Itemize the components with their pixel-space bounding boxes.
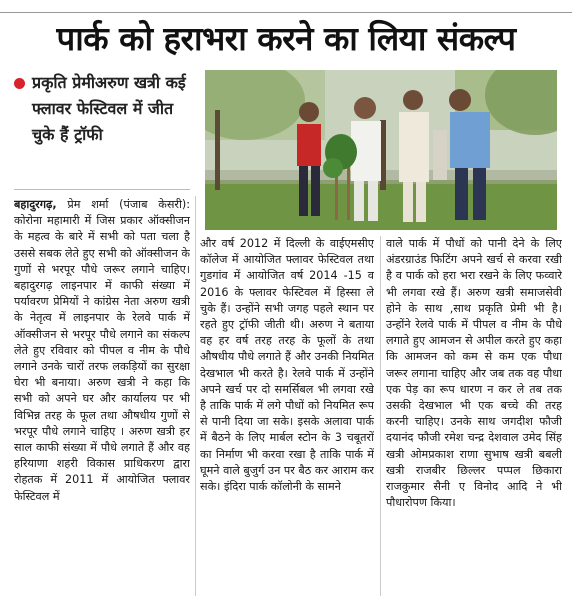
subhead: प्रकृति प्रेमीअरुण खत्री कई फ्लावर फेस्टिवल में जीत चुके हैं ट्रॉफी — [32, 73, 186, 144]
headline: पार्क को हराभरा करने का लिया संकल्प — [56, 19, 516, 58]
subhead-divider — [14, 189, 190, 190]
article-column-2 — [200, 236, 374, 596]
column-divider-2 — [380, 236, 381, 596]
news-photo — [205, 70, 557, 230]
photo-illustration — [205, 70, 557, 230]
column-1-body: कोरोना महामारी में जिस प्रकार ऑक्सीजन के महत्व के बारे में सभी को पता चला है उससे सबक लेते हुए सभी को ऑक्सीजन के गुणों से भरपूर पौधे जरूर लगाने चाहिए। बहादुरगढ़ लाइनपार में काफी संख्या में पर्यावरण प्रेमियों ने कांग्रेस नेता अरुण खत्री के नेतृत्व में लाइनपार के रेलवे पार्क में ऑक्सीजन से भरपूर पौधे लगाने का संकल्प लेते हुए रविवार को पीपल व नीम के पौधे लगाने उनके चारों तरफ लकड़ियों का सुरक्षा घेरा भी बनाया। अरुण खत्री ने कहा कि सभी को अपने घर और कार्यालय पर भी विभिन्न तरह के फूल तथा औषधीय गुणों से भरपूर पौधे लगाने चाहिए । अरुण खत्री हर साल काफी संख्या में पौधे लगाते हैं और वह हरियाणा शहरी विकास प्राधिकरण द्वारा रोहतक में 2011 में आयोजित फ्लावर फेस्टिवल में — [14, 214, 190, 503]
top-cut-strip — [0, 0, 572, 13]
column-3-body: वाले पार्क में पौधों को पानी देने के लिए अंडरग्राउंड फिटिंग अपने खर्च से करवा रखी है व पार्क को हरा भरा रखने के लिए फव्वारे भी लगवा रखे हैं। अरुण खत्री समाजसेवी होने के साथ ,साथ प्रकृति प्रेमी भी है। उन्होंने रेलवे पार्क में पीपल व नीम के पौधे लगाते हुए आमजन से अपील करते हुए कहा कि आमजन को कम से कम एक पौधा जरूर लगाना चाहिए और जब तक वह पौधा एक पेड़ का रूप धारण न कर ले तब तक उसकी देखभाल भी एक बच्चे की तरह करनी चाहिए। उनके साथ जगदीश फौजी दयानंद फौजी रमेश चन्द्र देशवाल उमेद सिंह खत्री ओमप्रकाश राणा सुभाष खत्री बबली खत्री राजबीर छिल्लर पप्पल छिकारा राजकुमार सैनी ए विनोद आदि ने भी पौधारोपण किया। — [386, 237, 562, 510]
column-divider-1 — [195, 196, 196, 596]
column-2-body: और वर्ष 2012 में दिल्ली के वाईएमसीए कॉलेज में आयोजित फ्लावर फेस्टिवल तथा गुडगांव में आयोजित वर्ष 2014 -15 व 2016 के फ्लावर फेस्टिवल में हिस्सा ले चुके हैं। उन्होंने सभी जगह पहले स्थान पर रहते हुए ट्रॉफी जीती थी। अरुण ने बताया वह हर वर्ष तरह तरह के फूलों के तथा औषधीय पौधे लगाते हैं और उनकी नियमित देखभाल भी करते है। रेलवे पार्क में उन्होंने अपने खर्च पर दो समर्सिबल भी लगवा रखे है ताकि पार्क में लगे पौधों को नियमित रूप से पानी दिया जा सके। इसके अलावा पार्क में बैठने के लिए मार्बल स्टोन के 3 चबूतरों का निर्माण भी करवा रखा है ताकि पार्क में घूमने वाले बुजुर्ग उन पर बैठ कर आराम कर सके। इंदिरा पार्क कॉलोनी के सामने — [200, 237, 374, 494]
article-column-1 — [14, 197, 190, 597]
dateline: बहादुरगढ़, — [14, 198, 57, 211]
article-column-3 — [386, 236, 562, 596]
byline: प्रेम शर्मा (पंजाब केसरी): — [56, 198, 190, 211]
subhead-box — [14, 70, 192, 180]
red-bullet-icon — [14, 78, 25, 89]
